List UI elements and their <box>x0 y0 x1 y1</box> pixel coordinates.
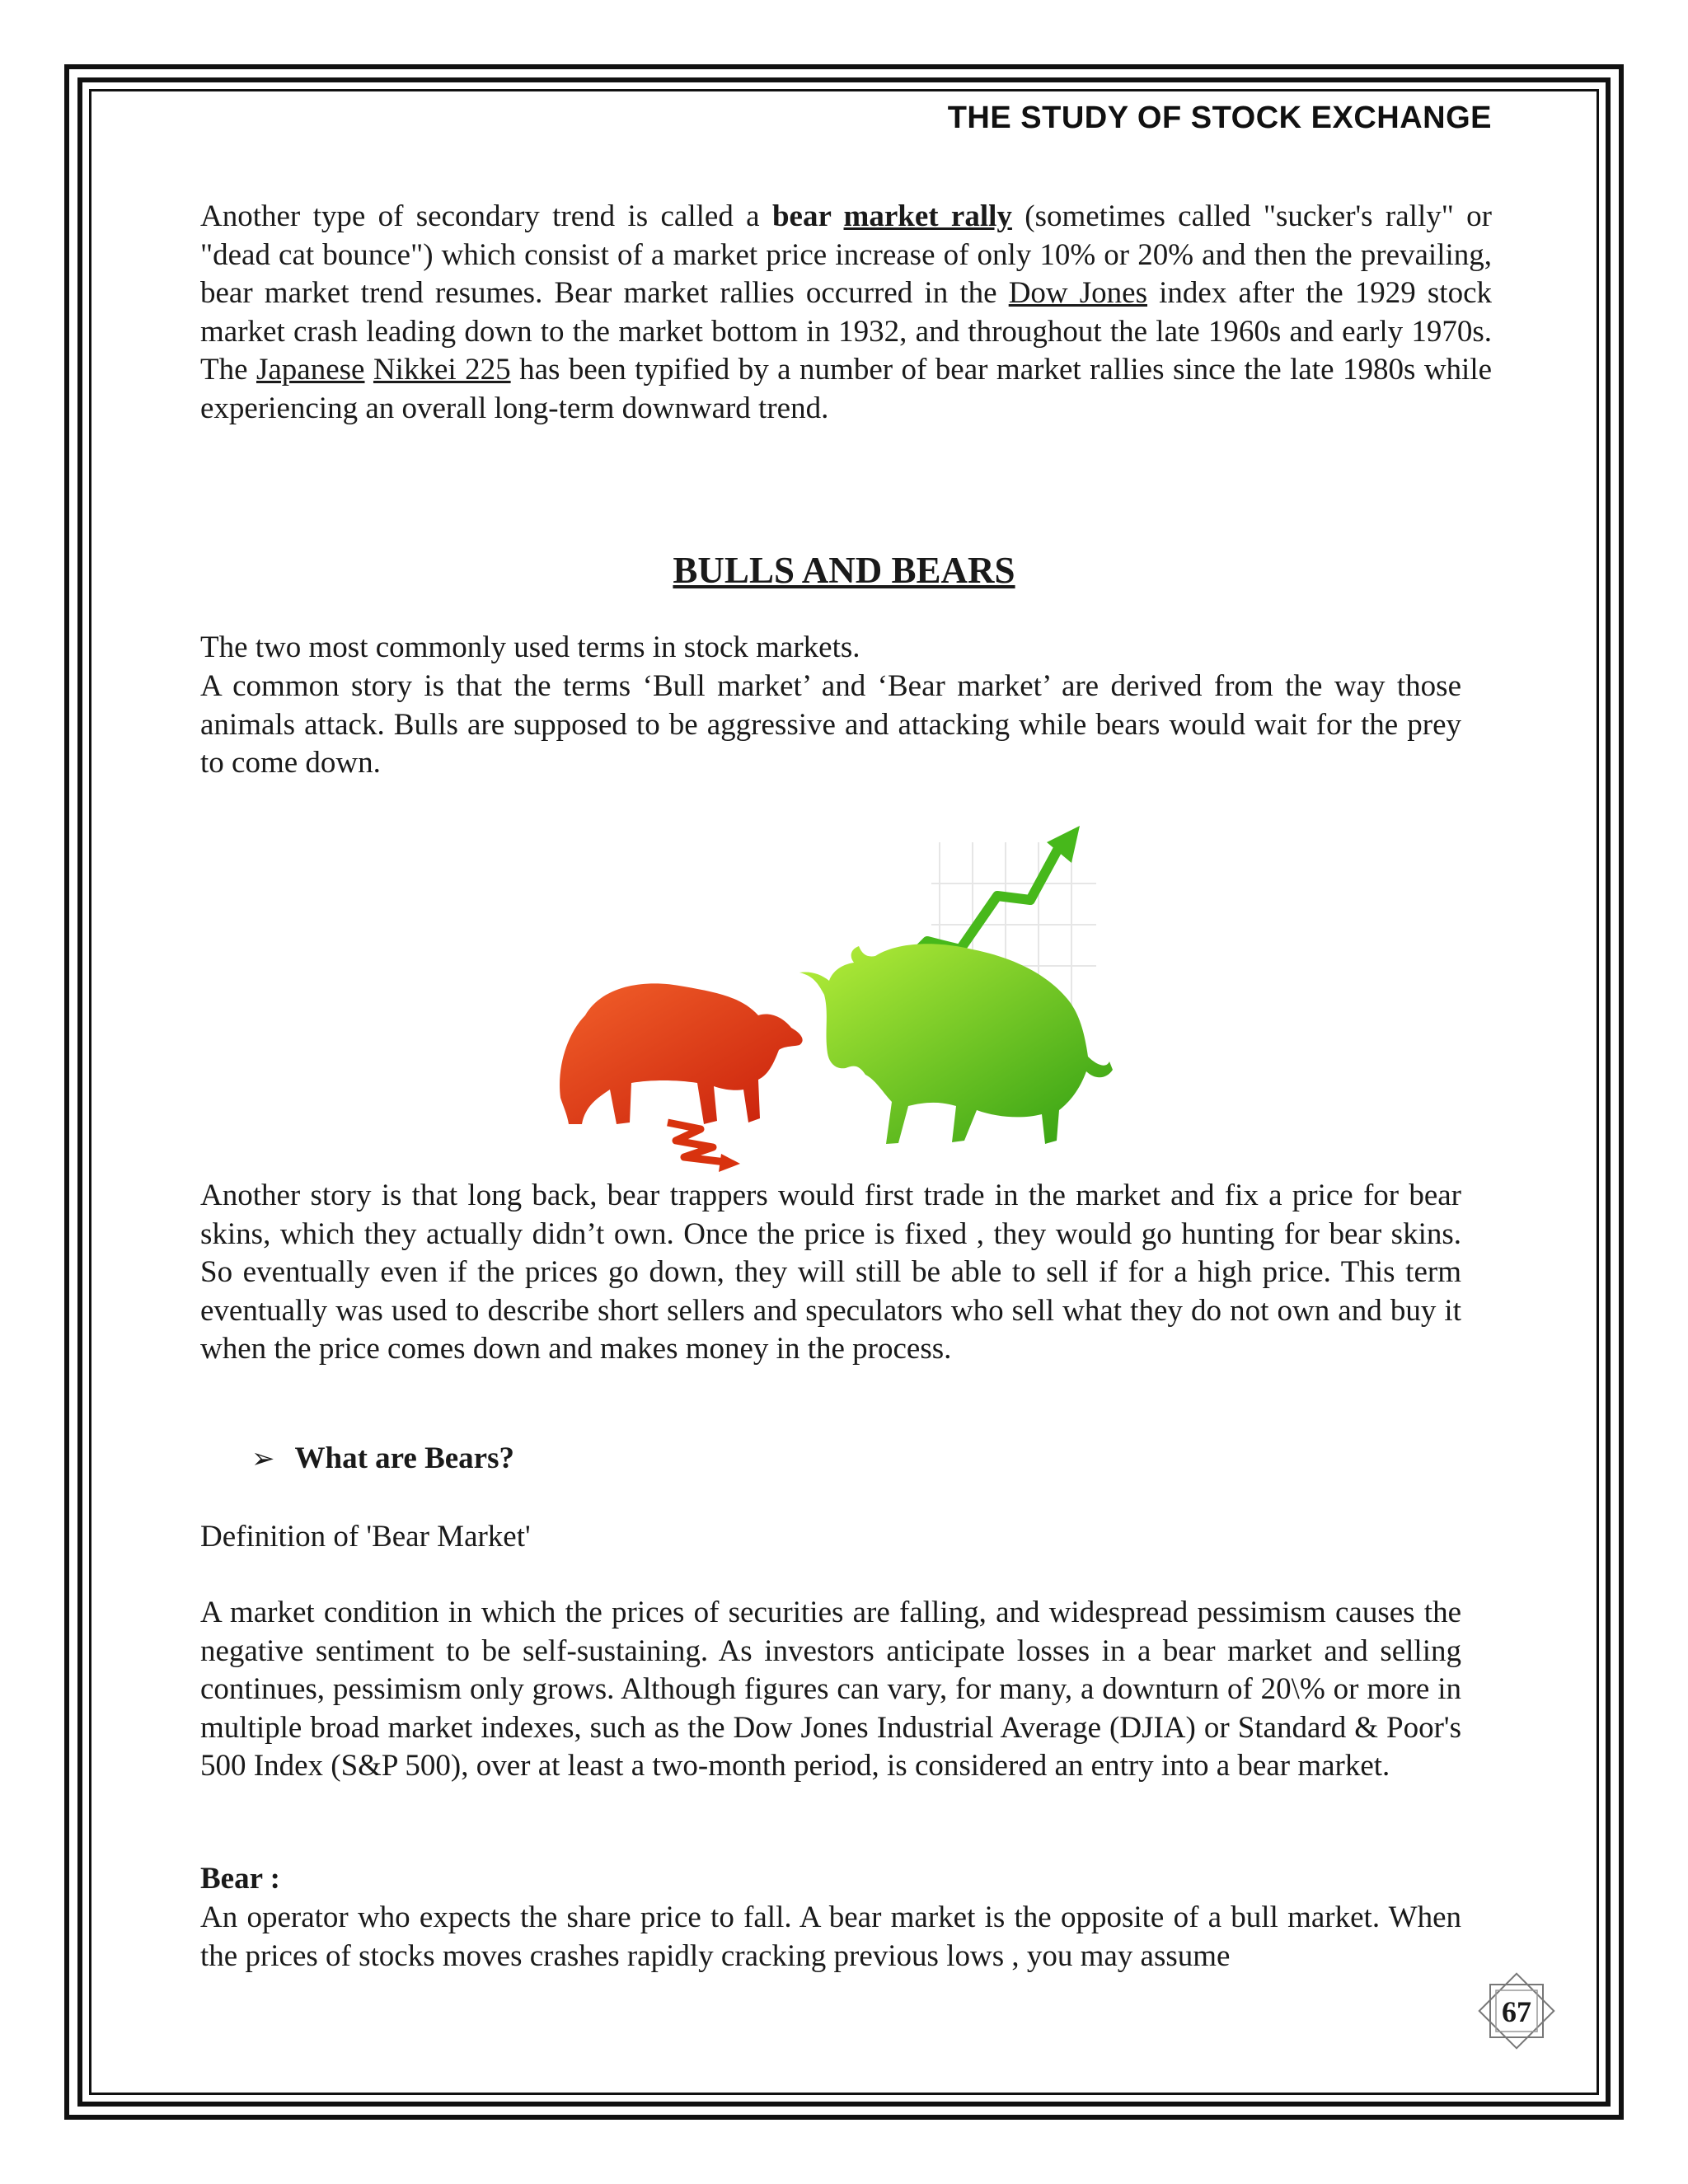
intro-paragraph: Another type of secondary trend is called a bear market rally (sometimes called "sucker's rally" or "dead cat bounce") which consist of a market price increase of only 10% or 20% and then the prevailing, bear market trend resumes. Bear market rallies occurred in the Dow Jones index after the 1929 stock market crash leading down to the market bottom in 1932, and throughout the late 1960s and early 1970s. The Japanese Nikkei 225 has been typified by a number of bear market rallies since the late 1980s while experiencing an overall long-term downward trend. <box>200 199 1493 425</box>
bullet-what-are-bears <box>251 1441 514 1476</box>
arrow-bullet-icon: ➢ <box>251 1441 275 1475</box>
bear-icon <box>560 983 803 1124</box>
bull-icon <box>799 944 1113 1144</box>
bear-label: Bear : <box>200 1862 280 1896</box>
page-number: 67 <box>1502 1995 1531 2028</box>
market-rally-link[interactable]: market rally <box>843 199 1012 233</box>
falling-arrow-icon <box>668 1122 740 1172</box>
bear-text: An operator who expects the share price to fall. A bear market is the opposite of a bull market. When the prices of stocks moves crashes rapidly cracking previous lows , you may assume <box>200 1900 1461 1973</box>
section-heading: BULLS AND BEARS <box>673 550 1015 591</box>
definition-title: Definition of 'Bear Market' <box>200 1520 531 1554</box>
japanese-link[interactable]: Japanese <box>256 353 365 387</box>
definition-body: A market condition in which the prices of securities are falling, and widespread pessimism causes the negative sentiment to be self-sustaining. As investors anticipate losses in a bear market and selling continues, pessimism only grows. Although figures can vary, for many, a downturn of 20\% or more in multiple broad market indexes, such as the Dow Jones Industrial Average (DJIA) or Standard & Poor's 500 Index (S&P 500), over at least a two-month period, is considered an entry into a bear market. <box>200 1596 1461 1783</box>
bear-term: bear <box>771 199 844 233</box>
bullet-text: What are Bears? <box>294 1441 514 1475</box>
section-intro: The two most commonly used terms in stock markets. <box>200 630 860 664</box>
story-one: A common story is that the terms ‘Bull market’ and ‘Bear market’ are derived from the way those animals attack. Bulls are supposed to be aggressive and attacking while bears would wait for the prey to come down. <box>200 669 1461 780</box>
running-header: THE STUDY OF STOCK EXCHANGE <box>947 101 1492 135</box>
nikkei-225-link[interactable]: Nikkei 225 <box>373 353 511 387</box>
dow-jones-link[interactable]: Dow Jones <box>1008 276 1148 310</box>
story-two: Another story is that long back, bear trappers would first trade in the market and fix a price for bear skins, which they actually didn’t own. Once the price is fixed , they would go hunting for bear skins. So eventually even if the prices go down, they will still be able to sell if for a high price. This term eventually was used to describe short sellers and speculators who sell what they do not own and buy it when the price comes down and makes money in the process. <box>200 1179 1461 1366</box>
bull-bear-illustration <box>552 818 1113 1172</box>
